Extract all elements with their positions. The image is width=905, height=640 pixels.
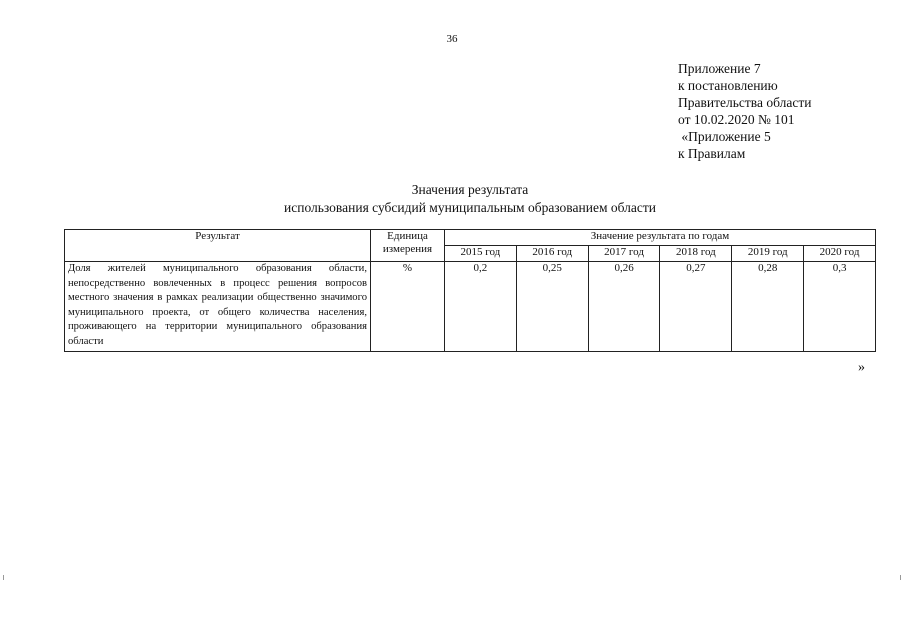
result-value: 0,25 [516, 262, 588, 352]
closing-quote: » [858, 360, 865, 375]
result-value: 0,28 [732, 262, 804, 352]
result-description: Доля жителей муниципального образования области, непосредственно вовлеченных в процесс решения вопросов местного значения в рамках реализации общественно значимого муниципального проекта, от общего количества населения, проживающего на территории муниципального образования области [65, 262, 371, 352]
appendix-line: Приложение 7 [678, 61, 761, 76]
header-year: 2020 год [804, 246, 876, 262]
header-values-group: Значение результата по годам [445, 230, 876, 246]
scan-mark-right [900, 575, 901, 580]
header-unit: Единица измерения [371, 230, 445, 262]
appendix-header [678, 60, 811, 162]
document-title [284, 181, 656, 217]
result-value: 0,2 [445, 262, 517, 352]
table-row [65, 262, 876, 352]
result-unit: % [371, 262, 445, 352]
table-header-row [65, 230, 876, 246]
header-result: Результат [65, 230, 371, 262]
appendix-line: к Правилам [678, 146, 746, 161]
header-year: 2015 год [445, 246, 517, 262]
scan-mark-left [3, 575, 4, 580]
header-year: 2017 год [588, 246, 660, 262]
title-line: Значения результата [411, 182, 529, 197]
header-year: 2019 год [732, 246, 804, 262]
page-number: 36 [446, 33, 458, 45]
appendix-line: от 10.02.2020 № 101 [678, 112, 795, 127]
title-line: использования субсидий муниципальным образованием области [284, 200, 656, 215]
result-value: 0,27 [660, 262, 732, 352]
header-year: 2016 год [516, 246, 588, 262]
result-value: 0,26 [588, 262, 660, 352]
appendix-line: «Приложение 5 [678, 129, 771, 144]
appendix-line: к постановлению [678, 78, 778, 93]
header-year: 2018 год [660, 246, 732, 262]
result-value: 0,3 [804, 262, 876, 352]
results-table [64, 229, 876, 352]
appendix-line: Правительства области [678, 95, 812, 110]
